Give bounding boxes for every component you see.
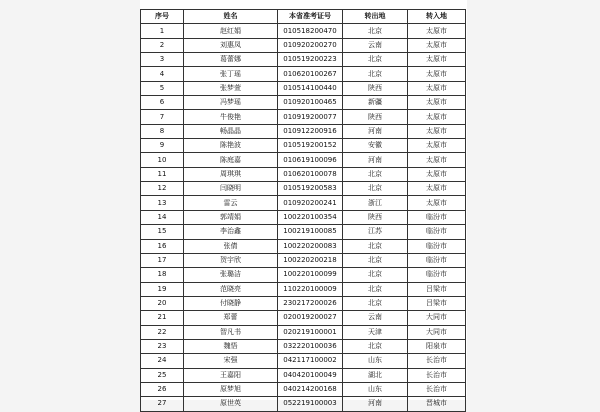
cell-from: 云南 — [343, 38, 408, 52]
cell-exam-id: 230217200026 — [278, 296, 343, 310]
table-row — [141, 53, 466, 67]
cell-to: 晋城市 — [408, 397, 466, 411]
header-index: 序号 — [141, 10, 184, 24]
cell-index: 12 — [141, 182, 184, 196]
table-row — [141, 81, 466, 95]
cell-name: 魏悟 — [184, 339, 278, 353]
cell-index: 15 — [141, 225, 184, 239]
cell-to: 太原市 — [408, 124, 466, 138]
cell-exam-id: 110220100009 — [278, 282, 343, 296]
cell-to: 阳泉市 — [408, 339, 466, 353]
cell-name: 原世英 — [184, 397, 278, 411]
cell-name: 雷云 — [184, 196, 278, 210]
cell-to: 大同市 — [408, 311, 466, 325]
cell-exam-id: 020219100001 — [278, 325, 343, 339]
cell-index: 24 — [141, 354, 184, 368]
cell-name: 周琪琪 — [184, 167, 278, 181]
header-name: 姓名 — [184, 10, 278, 24]
cell-to: 太原市 — [408, 96, 466, 110]
cell-from: 陕西 — [343, 210, 408, 224]
cell-exam-id: 040214200168 — [278, 382, 343, 396]
cell-index: 27 — [141, 397, 184, 411]
cell-from: 陕西 — [343, 110, 408, 124]
cell-name: 原梦旭 — [184, 382, 278, 396]
cell-name: 刘惠凤 — [184, 38, 278, 52]
cell-exam-id: 100220200083 — [278, 239, 343, 253]
cell-exam-id: 010920100465 — [278, 96, 343, 110]
cell-name: 李治鑫 — [184, 225, 278, 239]
cell-index: 6 — [141, 96, 184, 110]
cell-index: 10 — [141, 153, 184, 167]
cell-from: 浙江 — [343, 196, 408, 210]
table-row — [141, 24, 466, 38]
cell-name: 张梦萱 — [184, 81, 278, 95]
cell-to: 太原市 — [408, 110, 466, 124]
cell-to: 大同市 — [408, 325, 466, 339]
cell-index: 13 — [141, 196, 184, 210]
cell-index: 26 — [141, 382, 184, 396]
table-row — [141, 167, 466, 181]
cell-from: 北京 — [343, 53, 408, 67]
cell-to: 太原市 — [408, 196, 466, 210]
table-row — [141, 67, 466, 81]
table-row — [141, 253, 466, 267]
table-row — [141, 96, 466, 110]
cell-exam-id: 010919200077 — [278, 110, 343, 124]
table-row — [141, 210, 466, 224]
cell-name: 冯梦瑶 — [184, 96, 278, 110]
cell-exam-id: 010514100440 — [278, 81, 343, 95]
cell-from: 北京 — [343, 24, 408, 38]
table-row — [141, 382, 466, 396]
cell-name: 陈艳波 — [184, 139, 278, 153]
cell-name: 牛俊艳 — [184, 110, 278, 124]
document-page — [140, 0, 467, 408]
cell-exam-id: 100220100099 — [278, 268, 343, 282]
cell-name: 葛蕾娜 — [184, 53, 278, 67]
cell-from: 天津 — [343, 325, 408, 339]
cell-name: 宋强 — [184, 354, 278, 368]
cell-exam-id: 010519200583 — [278, 182, 343, 196]
cell-from: 北京 — [343, 268, 408, 282]
cell-to: 吕梁市 — [408, 296, 466, 310]
cell-index: 4 — [141, 67, 184, 81]
cell-from: 北京 — [343, 296, 408, 310]
cell-index: 11 — [141, 167, 184, 181]
cell-index: 17 — [141, 253, 184, 267]
cell-from: 湖北 — [343, 368, 408, 382]
cell-exam-id: 010619100096 — [278, 153, 343, 167]
cell-exam-id: 100219100085 — [278, 225, 343, 239]
cell-to: 临汾市 — [408, 210, 466, 224]
cell-from: 河南 — [343, 397, 408, 411]
cell-name: 郭靖娟 — [184, 210, 278, 224]
cell-from: 北京 — [343, 167, 408, 181]
header-exam-id: 本省准考证号 — [278, 10, 343, 24]
cell-to: 临汾市 — [408, 253, 466, 267]
cell-from: 安徽 — [343, 139, 408, 153]
cell-name: 畅晶晶 — [184, 124, 278, 138]
cell-to: 临汾市 — [408, 225, 466, 239]
cell-index: 5 — [141, 81, 184, 95]
cell-to: 太原市 — [408, 53, 466, 67]
cell-from: 北京 — [343, 253, 408, 267]
cell-index: 3 — [141, 53, 184, 67]
cell-index: 7 — [141, 110, 184, 124]
cell-from: 云南 — [343, 311, 408, 325]
cell-from: 山东 — [343, 382, 408, 396]
table-row — [141, 182, 466, 196]
cell-index: 14 — [141, 210, 184, 224]
table-row — [141, 110, 466, 124]
table-row — [141, 196, 466, 210]
table-row — [141, 354, 466, 368]
cell-exam-id: 032220100036 — [278, 339, 343, 353]
cell-to: 太原市 — [408, 167, 466, 181]
cell-to: 长治市 — [408, 368, 466, 382]
table-header-row — [141, 10, 466, 24]
table-row — [141, 153, 466, 167]
cell-name: 范晓亮 — [184, 282, 278, 296]
table-row — [141, 296, 466, 310]
cell-exam-id: 100220100354 — [278, 210, 343, 224]
table-row — [141, 38, 466, 52]
cell-from: 北京 — [343, 239, 408, 253]
cell-exam-id: 042117100002 — [278, 354, 343, 368]
cell-from: 北京 — [343, 339, 408, 353]
transfer-table — [140, 9, 466, 412]
cell-exam-id: 100220200218 — [278, 253, 343, 267]
table-row — [141, 368, 466, 382]
table-row — [141, 124, 466, 138]
header-to: 转入地 — [408, 10, 466, 24]
cell-to: 太原市 — [408, 182, 466, 196]
cell-to: 临汾市 — [408, 239, 466, 253]
header-from: 转出地 — [343, 10, 408, 24]
table-row — [141, 339, 466, 353]
cell-index: 8 — [141, 124, 184, 138]
cell-name: 郑蕾 — [184, 311, 278, 325]
cell-to: 太原市 — [408, 24, 466, 38]
cell-exam-id: 010519200152 — [278, 139, 343, 153]
cell-from: 山东 — [343, 354, 408, 368]
cell-to: 长治市 — [408, 382, 466, 396]
cell-exam-id: 020019200027 — [278, 311, 343, 325]
cell-exam-id: 040420100049 — [278, 368, 343, 382]
cell-index: 23 — [141, 339, 184, 353]
cell-index: 25 — [141, 368, 184, 382]
cell-name: 付晓静 — [184, 296, 278, 310]
cell-to: 太原市 — [408, 67, 466, 81]
cell-from: 新疆 — [343, 96, 408, 110]
table-body — [141, 24, 466, 411]
cell-to: 太原市 — [408, 38, 466, 52]
cell-exam-id: 010920200241 — [278, 196, 343, 210]
cell-to: 太原市 — [408, 81, 466, 95]
cell-from: 陕西 — [343, 81, 408, 95]
cell-index: 1 — [141, 24, 184, 38]
cell-index: 18 — [141, 268, 184, 282]
cell-name: 智凡书 — [184, 325, 278, 339]
cell-to: 太原市 — [408, 153, 466, 167]
cell-exam-id: 010912200916 — [278, 124, 343, 138]
cell-name: 赵红娟 — [184, 24, 278, 38]
cell-index: 9 — [141, 139, 184, 153]
cell-index: 22 — [141, 325, 184, 339]
table-row — [141, 268, 466, 282]
table-row — [141, 311, 466, 325]
cell-name: 闫晓明 — [184, 182, 278, 196]
cell-to: 吕梁市 — [408, 282, 466, 296]
cell-name: 张璐洁 — [184, 268, 278, 282]
cell-from: 北京 — [343, 67, 408, 81]
cell-from: 北京 — [343, 282, 408, 296]
table-row — [141, 225, 466, 239]
cell-name: 王嘉阳 — [184, 368, 278, 382]
cell-index: 2 — [141, 38, 184, 52]
cell-index: 20 — [141, 296, 184, 310]
cell-to: 太原市 — [408, 139, 466, 153]
cell-exam-id: 010519200223 — [278, 53, 343, 67]
cell-name: 陈庭嘉 — [184, 153, 278, 167]
cell-index: 16 — [141, 239, 184, 253]
table-row — [141, 239, 466, 253]
cell-exam-id: 010620100267 — [278, 67, 343, 81]
cell-from: 河南 — [343, 124, 408, 138]
cell-from: 江苏 — [343, 225, 408, 239]
cell-exam-id: 010518200470 — [278, 24, 343, 38]
cell-exam-id: 010620100078 — [278, 167, 343, 181]
table-row — [141, 282, 466, 296]
cell-name: 张丁瑶 — [184, 67, 278, 81]
cell-to: 临汾市 — [408, 268, 466, 282]
table-row — [141, 139, 466, 153]
table-row — [141, 325, 466, 339]
cell-index: 19 — [141, 282, 184, 296]
cell-from: 河南 — [343, 153, 408, 167]
cell-to: 长治市 — [408, 354, 466, 368]
table-row — [141, 397, 466, 411]
cell-name: 贺宇欣 — [184, 253, 278, 267]
cell-name: 张倩 — [184, 239, 278, 253]
cell-from: 北京 — [343, 182, 408, 196]
cell-exam-id: 052219100003 — [278, 397, 343, 411]
cell-index: 21 — [141, 311, 184, 325]
cell-exam-id: 010920200270 — [278, 38, 343, 52]
